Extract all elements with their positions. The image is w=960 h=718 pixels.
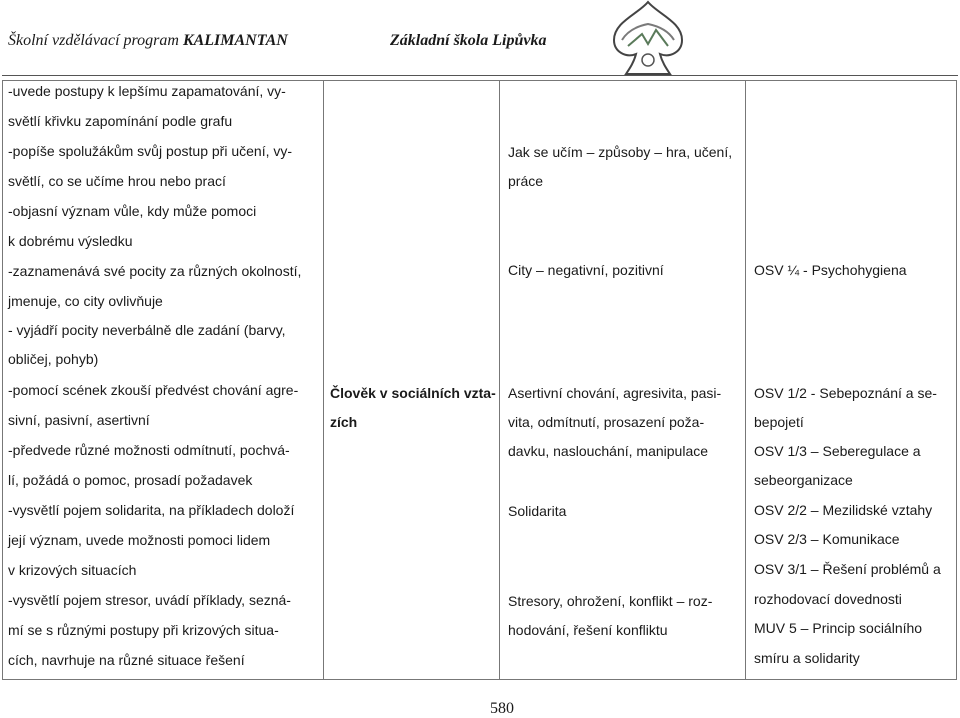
content-line: Stresory, ohrožení, konflikt – roz-	[508, 593, 713, 609]
outcome-line: lí, požádá o pomoc, prosadí požadavek	[8, 472, 253, 488]
cross-topic-line: OSV 1/2 - Sebepoznání a se-	[754, 385, 937, 401]
column-divider	[499, 81, 500, 679]
topic-line: Člověk v sociálních vzta-	[330, 385, 496, 401]
outcome-line: cích, navrhuje na různé situace řešení	[8, 652, 245, 668]
content-line: davku, naslouchání, manipulace	[508, 443, 709, 459]
outcome-line: -pomocí scének zkouší předvést chování agre-	[8, 382, 299, 398]
outcome-line: -popíše spolužákům svůj postup při učení, vy-	[8, 143, 293, 159]
cross-topic-line: smíru a solidarity	[754, 650, 860, 666]
page-number: 580	[490, 700, 514, 717]
cross-topic-line: sebeorganizace	[754, 472, 853, 488]
content-line: hodování, řešení konfliktu	[508, 622, 668, 638]
column-divider	[323, 81, 324, 679]
outcome-line: mí se s různými postupy při krizových situa-	[8, 622, 279, 638]
cross-topic-line: bepojetí	[754, 414, 804, 430]
header-school-name: Základní škola Lipůvka	[390, 32, 547, 49]
content-line: Asertivní chování, agresivita, pasi-	[508, 385, 722, 401]
school-logo	[608, 0, 688, 78]
outcome-line: -uvede postupy k lepšímu zapamatování, vy-	[8, 83, 286, 99]
outcome-line: jmenuje, co city ovlivňuje	[8, 293, 163, 309]
topic-line: zích	[330, 414, 358, 430]
outcome-line: -vysvětlí pojem solidarita, na příkladech doloží	[8, 502, 295, 518]
cross-topic-line: OSV ¼ - Psychohygiena	[754, 262, 907, 278]
content-line: Jak se učím – způsoby – hra, učení,	[508, 144, 733, 160]
cross-topic-line: OSV 2/2 – Mezilidské vztahy	[754, 502, 933, 518]
outcome-line: - vyjádří pocity neverbálně dle zadání (barvy,	[8, 322, 286, 338]
outcome-line: obličej, pohyb)	[8, 351, 99, 367]
cross-topic-line: MUV 5 – Princip sociálního	[754, 620, 923, 636]
outcome-line: -objasní význam vůle, kdy může pomoci	[8, 203, 257, 219]
outcome-line: její význam, uvede možnosti pomoci lidem	[8, 532, 271, 548]
outcome-line: světlí, co se učíme hrou nebo prací	[8, 173, 226, 189]
content-line: Solidarita	[508, 503, 567, 519]
content-line: práce	[508, 173, 544, 189]
outcome-line: v krizových situacích	[8, 562, 137, 578]
cross-topic-line: OSV 1/3 – Seberegulace a	[754, 443, 921, 459]
outcome-line: -předvede různé možnosti odmítnutí, pochvá-	[8, 442, 290, 458]
header-program-name: KALIMANTAN	[182, 32, 288, 49]
outcome-line: -zaznamenává své pocity za různých okolností,	[8, 263, 302, 279]
outcome-line: sivní, pasivní, asertivní	[8, 412, 150, 428]
outcome-line: -vysvětlí pojem stresor, uvádí příklady, sezná-	[8, 592, 291, 608]
content-line: vita, odmítnutí, prosazení poža-	[508, 414, 705, 430]
outcome-line: světlí křivku zapomínání podle grafu	[8, 113, 233, 129]
cross-topic-line: OSV 3/1 – Řešení problémů a	[754, 561, 941, 577]
outcome-line: k dobrému výsledku	[8, 233, 133, 249]
cross-topic-line: rozhodovací dovednosti	[754, 591, 902, 607]
content-line: City – negativní, pozitivní	[508, 262, 664, 278]
header-program-prefix: Školní vzdělávací program	[8, 32, 179, 49]
header-program-title	[8, 32, 288, 50]
cross-topic-line: OSV 2/3 – Komunikace	[754, 531, 900, 547]
column-divider	[745, 81, 746, 679]
